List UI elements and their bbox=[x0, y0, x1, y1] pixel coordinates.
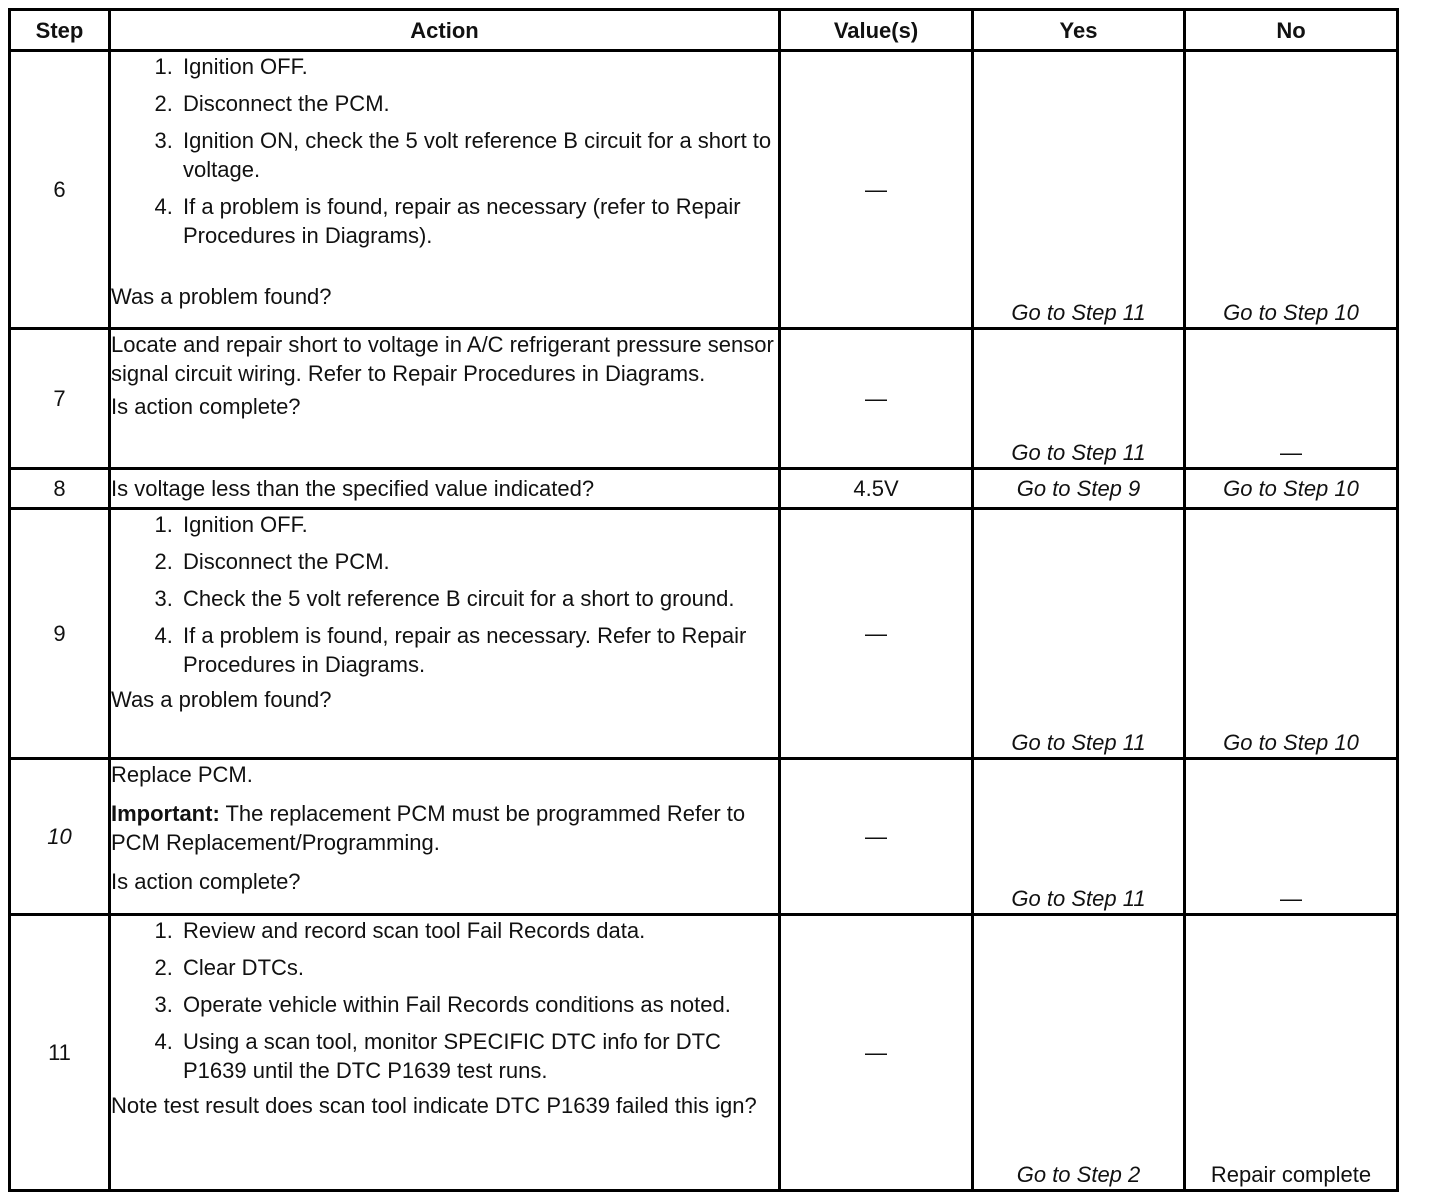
yes-cell: Go to Step 11 bbox=[973, 759, 1185, 915]
step-number: 9 bbox=[10, 509, 110, 759]
no-cell: Go to Step 10 bbox=[1185, 51, 1398, 329]
diagnostic-table bbox=[8, 8, 1399, 1192]
value-cell: — bbox=[780, 51, 973, 329]
action-cell bbox=[110, 329, 780, 469]
list-item: 3. Ignition ON, check the 5 volt reference B circuit for a short to voltage. bbox=[179, 126, 778, 184]
list-item: 2. Disconnect the PCM. bbox=[179, 547, 778, 576]
no-cell: — bbox=[1185, 759, 1398, 915]
yes-cell: Go to Step 11 bbox=[973, 509, 1185, 759]
action-list bbox=[111, 510, 778, 679]
important-note bbox=[111, 799, 778, 857]
important-text: The replacement PCM must be programmed Refer to PCM Replacement/Programming. bbox=[111, 801, 746, 855]
no-cell: Go to Step 10 bbox=[1185, 509, 1398, 759]
action-list bbox=[111, 916, 778, 1085]
table-row-step-10 bbox=[10, 759, 1398, 915]
value-cell: — bbox=[780, 759, 973, 915]
action-cell bbox=[110, 915, 780, 1191]
list-item: 2. Clear DTCs. bbox=[179, 953, 778, 982]
action-cell bbox=[110, 759, 780, 915]
list-item: 4. If a problem is found, repair as necessary. Refer to Repair Procedures in Diagrams. bbox=[179, 621, 778, 679]
header-yes: Yes bbox=[973, 10, 1185, 51]
list-item: 1. Ignition OFF. bbox=[179, 510, 778, 539]
table-row-step-7 bbox=[10, 329, 1398, 469]
step-number: 7 bbox=[10, 329, 110, 469]
no-cell: Go to Step 10 bbox=[1185, 469, 1398, 509]
action-cell bbox=[110, 51, 780, 329]
question-text: Is voltage less than the specified value indicated? bbox=[111, 476, 595, 501]
table-row-step-8 bbox=[10, 469, 1398, 509]
question-text: Was a problem found? bbox=[111, 284, 332, 309]
question-text: Is action complete? bbox=[111, 869, 301, 894]
value-cell: — bbox=[780, 509, 973, 759]
question-text: Was a problem found? bbox=[111, 687, 332, 712]
step-number: 8 bbox=[10, 469, 110, 509]
no-cell: Repair complete bbox=[1185, 915, 1398, 1191]
action-text: Locate and repair short to voltage in A/C refrigerant pressure sensor signal circuit wiring. Refer to Repair Procedures in Diagrams. bbox=[111, 332, 774, 386]
step-number: 6 bbox=[10, 51, 110, 329]
header-values: Value(s) bbox=[780, 10, 973, 51]
yes-cell: Go to Step 2 bbox=[973, 915, 1185, 1191]
step-number: 10 bbox=[10, 759, 110, 915]
action-cell bbox=[110, 509, 780, 759]
list-item: 1. Ignition OFF. bbox=[179, 52, 778, 81]
list-item: 4. Using a scan tool, monitor SPECIFIC DTC info for DTC P1639 until the DTC P1639 test runs. bbox=[179, 1027, 778, 1085]
list-item: 4. If a problem is found, repair as necessary (refer to Repair Procedures in Diagrams). bbox=[179, 192, 778, 250]
list-item: 2. Disconnect the PCM. bbox=[179, 89, 778, 118]
important-label: Important: bbox=[111, 801, 220, 826]
yes-cell: Go to Step 9 bbox=[973, 469, 1185, 509]
header-no: No bbox=[1185, 10, 1398, 51]
value-cell: — bbox=[780, 915, 973, 1191]
step-number: 11 bbox=[10, 915, 110, 1191]
table-row-step-9 bbox=[10, 509, 1398, 759]
action-list bbox=[111, 52, 778, 250]
action-text: Replace PCM. bbox=[111, 762, 253, 787]
header-step: Step bbox=[10, 10, 110, 51]
list-item: 3. Check the 5 volt reference B circuit for a short to ground. bbox=[179, 584, 778, 613]
action-cell bbox=[110, 469, 780, 509]
yes-cell: Go to Step 11 bbox=[973, 51, 1185, 329]
question-text: Is action complete? bbox=[111, 394, 301, 419]
value-cell: — bbox=[780, 329, 973, 469]
table-row-step-11 bbox=[10, 915, 1398, 1191]
question-text: Note test result does scan tool indicate DTC P1639 failed this ign? bbox=[111, 1093, 757, 1118]
list-item: 3. Operate vehicle within Fail Records conditions as noted. bbox=[179, 990, 778, 1019]
header-row bbox=[10, 10, 1398, 51]
value-cell: 4.5V bbox=[780, 469, 973, 509]
list-item: 1. Review and record scan tool Fail Records data. bbox=[179, 916, 778, 945]
table-row-step-6 bbox=[10, 51, 1398, 329]
yes-cell: Go to Step 11 bbox=[973, 329, 1185, 469]
no-cell: — bbox=[1185, 329, 1398, 469]
header-action: Action bbox=[110, 10, 780, 51]
